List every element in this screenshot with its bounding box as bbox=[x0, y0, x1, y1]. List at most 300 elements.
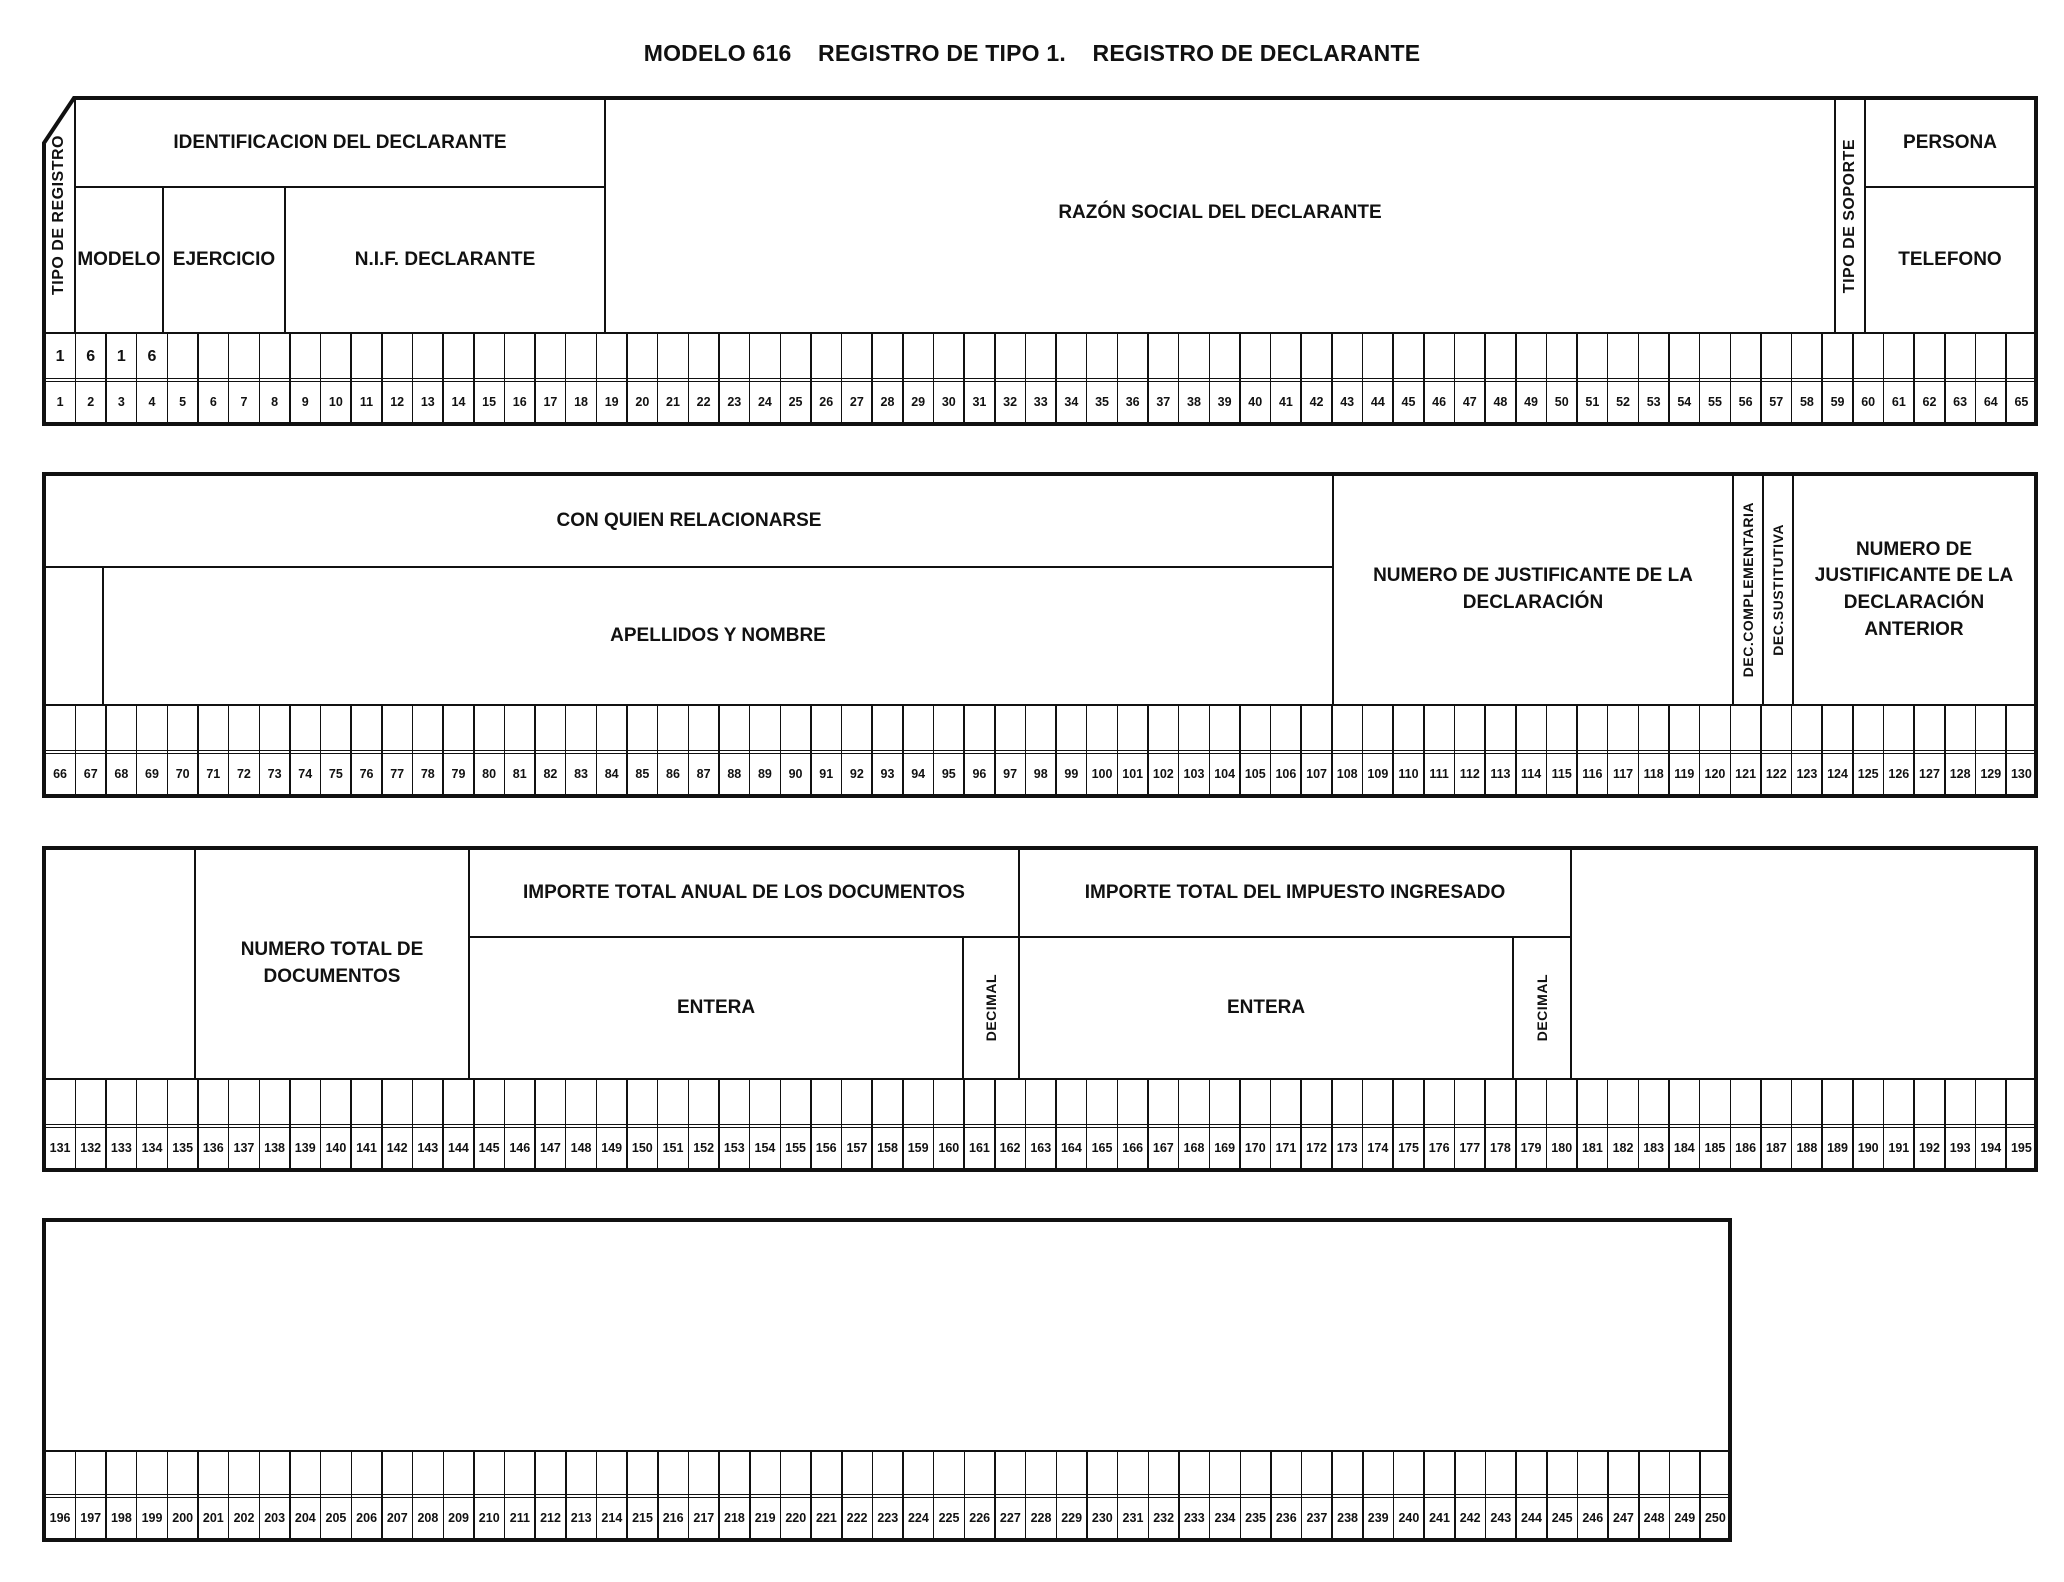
input-cell[interactable] bbox=[841, 1078, 873, 1128]
input-cell[interactable] bbox=[963, 332, 995, 382]
input-cell[interactable] bbox=[565, 704, 597, 754]
input-cell[interactable] bbox=[596, 1078, 628, 1128]
input-cell[interactable] bbox=[381, 1450, 413, 1498]
position-number: 216 bbox=[657, 1494, 689, 1542]
input-cell[interactable] bbox=[75, 1450, 107, 1498]
input-cell[interactable] bbox=[289, 1450, 321, 1498]
input-cell[interactable] bbox=[902, 332, 934, 382]
input-cell[interactable] bbox=[473, 1450, 505, 1498]
input-cell[interactable] bbox=[657, 332, 689, 382]
input-cell[interactable] bbox=[534, 1078, 566, 1128]
input-cell[interactable] bbox=[1025, 704, 1057, 754]
input-cell[interactable] bbox=[810, 1450, 842, 1498]
input-cell[interactable] bbox=[1577, 1450, 1609, 1498]
input-cell[interactable] bbox=[565, 332, 597, 382]
input-cell[interactable] bbox=[228, 704, 260, 754]
input-cell[interactable] bbox=[1668, 332, 1700, 382]
input-cell[interactable] bbox=[442, 332, 474, 382]
input-cell[interactable] bbox=[1699, 1078, 1731, 1128]
input-cell[interactable] bbox=[136, 1078, 168, 1128]
input-cell[interactable] bbox=[871, 1078, 903, 1128]
input-cell[interactable] bbox=[1730, 704, 1762, 754]
position-number: 185 bbox=[1699, 1124, 1731, 1172]
position-number: 88 bbox=[718, 750, 750, 798]
input-cell[interactable] bbox=[1240, 1450, 1272, 1498]
input-cell[interactable] bbox=[994, 1078, 1026, 1128]
position-number: 207 bbox=[381, 1494, 413, 1542]
input-cell[interactable] bbox=[412, 332, 444, 382]
input-cell[interactable] bbox=[1576, 332, 1608, 382]
input-cell[interactable] bbox=[1117, 1450, 1149, 1498]
input-cell[interactable] bbox=[1546, 1078, 1578, 1128]
input-cell[interactable] bbox=[1669, 1450, 1701, 1498]
position-number: 209 bbox=[443, 1494, 475, 1542]
input-cell[interactable] bbox=[473, 1078, 505, 1128]
input-cell[interactable] bbox=[1331, 1078, 1363, 1128]
input-cell[interactable] bbox=[626, 1450, 658, 1498]
input-cell[interactable] bbox=[933, 1078, 965, 1128]
input-cell[interactable] bbox=[1668, 704, 1700, 754]
input-cell[interactable] bbox=[1270, 332, 1302, 382]
input-cell[interactable] bbox=[1086, 704, 1118, 754]
input-cell[interactable] bbox=[933, 332, 965, 382]
input-cell[interactable] bbox=[197, 1450, 229, 1498]
input-cell[interactable] bbox=[1331, 1450, 1363, 1498]
input-cell[interactable] bbox=[443, 1450, 475, 1498]
input-cell[interactable] bbox=[1362, 332, 1394, 382]
input-cell[interactable] bbox=[197, 704, 229, 754]
input-cell[interactable] bbox=[1178, 704, 1210, 754]
input-cell[interactable] bbox=[1975, 1078, 2007, 1128]
input-cell[interactable] bbox=[44, 1450, 76, 1498]
input-cell[interactable] bbox=[381, 1078, 413, 1128]
input-cell[interactable] bbox=[1975, 332, 2007, 382]
input-cell[interactable] bbox=[1607, 1450, 1639, 1498]
input-cell[interactable] bbox=[1178, 332, 1210, 382]
position-number: 175 bbox=[1392, 1124, 1424, 1172]
input-cell[interactable] bbox=[1270, 1450, 1302, 1498]
position-number: 182 bbox=[1607, 1124, 1639, 1172]
input-cell[interactable] bbox=[75, 1078, 107, 1128]
input-cell[interactable] bbox=[1423, 1078, 1455, 1128]
position-number: 63 bbox=[1944, 378, 1976, 426]
position-number: 5 bbox=[167, 378, 199, 426]
input-cell[interactable] bbox=[994, 704, 1026, 754]
input-cell[interactable] bbox=[1975, 704, 2007, 754]
input-cell[interactable] bbox=[871, 332, 903, 382]
position-number: 28 bbox=[871, 378, 903, 426]
input-cell[interactable] bbox=[1423, 332, 1455, 382]
input-cell[interactable] bbox=[1821, 332, 1853, 382]
input-cell[interactable] bbox=[1362, 704, 1394, 754]
dec-sustitutiva-header bbox=[1762, 474, 1794, 706]
input-cell[interactable] bbox=[994, 1450, 1026, 1498]
input-cell[interactable] bbox=[351, 1450, 383, 1498]
position-number: 98 bbox=[1025, 750, 1057, 798]
input-cell[interactable] bbox=[167, 1450, 199, 1498]
position-number: 152 bbox=[688, 1124, 720, 1172]
input-cell[interactable] bbox=[810, 1078, 842, 1128]
position-number: 67 bbox=[75, 750, 107, 798]
position-number: 211 bbox=[504, 1494, 536, 1542]
input-cell[interactable] bbox=[504, 1450, 536, 1498]
input-cell[interactable] bbox=[565, 1078, 597, 1128]
input-cell[interactable] bbox=[259, 1450, 291, 1498]
input-cell[interactable] bbox=[1515, 1450, 1547, 1498]
input-cell[interactable] bbox=[841, 704, 873, 754]
input-cell[interactable] bbox=[1147, 704, 1179, 754]
input-cell[interactable] bbox=[1699, 1450, 1731, 1498]
position-number: 33 bbox=[1025, 378, 1057, 426]
input-cell[interactable] bbox=[1270, 1078, 1302, 1128]
input-cell[interactable] bbox=[1821, 1078, 1853, 1128]
input-cell[interactable] bbox=[749, 1078, 781, 1128]
input-cell[interactable] bbox=[688, 1078, 720, 1128]
input-cell[interactable] bbox=[1055, 704, 1087, 754]
input-cell[interactable] bbox=[1454, 1078, 1486, 1128]
position-number: 113 bbox=[1484, 750, 1516, 798]
input-cell[interactable] bbox=[136, 1450, 168, 1498]
input-cell[interactable] bbox=[1025, 1078, 1057, 1128]
input-cell[interactable] bbox=[1362, 1450, 1394, 1498]
razon-social-label: RAZÓN SOCIAL DEL DECLARANTE bbox=[1058, 202, 1382, 223]
input-cell[interactable] bbox=[412, 1450, 444, 1498]
input-cell[interactable] bbox=[320, 332, 352, 382]
input-cell[interactable] bbox=[1852, 1078, 1884, 1128]
input-cell[interactable] bbox=[1668, 1078, 1700, 1128]
input-cell[interactable] bbox=[626, 704, 658, 754]
input-cell[interactable] bbox=[1484, 1078, 1516, 1128]
input-cell[interactable] bbox=[1515, 1078, 1547, 1128]
position-number: 122 bbox=[1760, 750, 1792, 798]
input-cell[interactable] bbox=[1209, 1450, 1241, 1498]
input-cell[interactable] bbox=[1791, 704, 1823, 754]
input-cell[interactable] bbox=[259, 1078, 291, 1128]
input-cell[interactable] bbox=[75, 704, 107, 754]
nif-header bbox=[284, 186, 606, 334]
input-cell[interactable] bbox=[1423, 1450, 1455, 1498]
input-cell[interactable] bbox=[1546, 704, 1578, 754]
input-cell[interactable] bbox=[1239, 332, 1271, 382]
input-cell[interactable] bbox=[1607, 332, 1639, 382]
input-cell[interactable] bbox=[1730, 332, 1762, 382]
value-row bbox=[44, 332, 2036, 380]
input-cell[interactable] bbox=[44, 704, 76, 754]
input-cell[interactable] bbox=[2005, 1078, 2037, 1128]
input-cell[interactable] bbox=[565, 1450, 597, 1498]
input-cell[interactable] bbox=[1515, 332, 1547, 382]
input-cell[interactable] bbox=[749, 704, 781, 754]
input-cell[interactable] bbox=[1025, 332, 1057, 382]
input-cell[interactable] bbox=[688, 332, 720, 382]
position-number: 70 bbox=[167, 750, 199, 798]
input-cell[interactable] bbox=[1147, 332, 1179, 382]
input-cell[interactable] bbox=[872, 1450, 904, 1498]
input-cell[interactable] bbox=[473, 704, 505, 754]
input-cell[interactable] bbox=[1454, 1450, 1486, 1498]
position-number: 226 bbox=[964, 1494, 996, 1542]
input-cell[interactable]: 6 bbox=[136, 332, 168, 382]
position-number: 218 bbox=[718, 1494, 750, 1542]
input-cell[interactable] bbox=[780, 1450, 812, 1498]
position-number: 91 bbox=[810, 750, 842, 798]
input-cell[interactable]: 1 bbox=[105, 332, 137, 382]
input-cell[interactable] bbox=[1270, 704, 1302, 754]
input-cell[interactable] bbox=[289, 332, 321, 382]
input-cell[interactable] bbox=[320, 1078, 352, 1128]
input-cell[interactable] bbox=[1699, 704, 1731, 754]
input-cell[interactable] bbox=[718, 704, 750, 754]
input-cell[interactable] bbox=[1576, 1078, 1608, 1128]
input-cell[interactable] bbox=[1454, 332, 1486, 382]
input-cell[interactable] bbox=[1055, 332, 1087, 382]
input-cell[interactable] bbox=[810, 332, 842, 382]
input-cell[interactable] bbox=[136, 704, 168, 754]
input-cell[interactable] bbox=[534, 1450, 566, 1498]
position-number: 30 bbox=[933, 378, 965, 426]
input-cell[interactable] bbox=[1730, 1078, 1762, 1128]
input-cell[interactable] bbox=[1913, 332, 1945, 382]
input-cell[interactable] bbox=[1362, 1078, 1394, 1128]
input-cell[interactable] bbox=[841, 1450, 873, 1498]
input-cell[interactable] bbox=[1117, 332, 1149, 382]
input-cell[interactable] bbox=[320, 704, 352, 754]
input-cell[interactable] bbox=[963, 1078, 995, 1128]
position-number: 76 bbox=[350, 750, 382, 798]
input-cell[interactable] bbox=[504, 332, 536, 382]
value-row bbox=[44, 704, 2036, 752]
input-cell[interactable] bbox=[1638, 332, 1670, 382]
input-cell[interactable]: 6 bbox=[75, 332, 107, 382]
input-cell[interactable] bbox=[718, 1450, 750, 1498]
position-number: 121 bbox=[1730, 750, 1762, 798]
input-cell[interactable] bbox=[1300, 704, 1332, 754]
input-cell[interactable] bbox=[718, 332, 750, 382]
input-cell[interactable] bbox=[1791, 332, 1823, 382]
input-cell[interactable] bbox=[1699, 332, 1731, 382]
input-cell[interactable] bbox=[1392, 704, 1424, 754]
position-number: 208 bbox=[412, 1494, 444, 1542]
importe-impuesto-label: IMPORTE TOTAL DEL IMPUESTO INGRESADO bbox=[1084, 881, 1506, 903]
input-cell[interactable] bbox=[1331, 332, 1363, 382]
input-cell[interactable] bbox=[718, 1078, 750, 1128]
input-cell[interactable] bbox=[871, 704, 903, 754]
input-cell[interactable] bbox=[1117, 704, 1149, 754]
input-cell[interactable] bbox=[1178, 1078, 1210, 1128]
input-cell[interactable] bbox=[1791, 1078, 1823, 1128]
input-cell[interactable] bbox=[1515, 704, 1547, 754]
telefono-label: TELEFONO bbox=[1898, 248, 2002, 270]
position-number: 3 bbox=[105, 378, 137, 426]
input-cell[interactable] bbox=[596, 704, 628, 754]
input-cell[interactable] bbox=[1209, 704, 1241, 754]
input-cell[interactable] bbox=[994, 332, 1026, 382]
input-cell[interactable] bbox=[1607, 1078, 1639, 1128]
input-cell[interactable] bbox=[596, 1450, 628, 1498]
input-cell[interactable] bbox=[105, 704, 137, 754]
input-cell[interactable] bbox=[504, 704, 536, 754]
input-cell[interactable] bbox=[167, 1078, 199, 1128]
input-cell[interactable] bbox=[167, 704, 199, 754]
input-cell[interactable] bbox=[1944, 332, 1976, 382]
position-number: 36 bbox=[1117, 378, 1149, 426]
input-cell[interactable] bbox=[1300, 1078, 1332, 1128]
input-cell[interactable] bbox=[963, 704, 995, 754]
input-cell[interactable] bbox=[442, 704, 474, 754]
input-cell[interactable] bbox=[1392, 1078, 1424, 1128]
input-cell[interactable] bbox=[197, 1078, 229, 1128]
position-number: 37 bbox=[1147, 378, 1179, 426]
input-cell[interactable] bbox=[657, 704, 689, 754]
input-cell[interactable] bbox=[534, 704, 566, 754]
input-cell[interactable] bbox=[1484, 332, 1516, 382]
input-cell[interactable] bbox=[933, 704, 965, 754]
input-cell[interactable] bbox=[1423, 704, 1455, 754]
input-cell[interactable] bbox=[1485, 1450, 1517, 1498]
input-cell[interactable] bbox=[1025, 1450, 1057, 1498]
input-cell[interactable] bbox=[1086, 1078, 1118, 1128]
input-cell[interactable] bbox=[1148, 1450, 1180, 1498]
input-cell[interactable] bbox=[1484, 704, 1516, 754]
input-cell[interactable] bbox=[1913, 704, 1945, 754]
position-number: 250 bbox=[1699, 1494, 1731, 1542]
input-cell[interactable] bbox=[1944, 704, 1976, 754]
input-cell[interactable] bbox=[381, 332, 413, 382]
input-cell[interactable] bbox=[442, 1078, 474, 1128]
input-cell[interactable] bbox=[44, 1078, 76, 1128]
input-cell[interactable] bbox=[2005, 332, 2037, 382]
input-cell[interactable]: 1 bbox=[44, 332, 76, 382]
input-cell[interactable] bbox=[841, 332, 873, 382]
input-cell[interactable] bbox=[1301, 1450, 1333, 1498]
input-cell[interactable] bbox=[1300, 332, 1332, 382]
input-cell[interactable] bbox=[228, 332, 260, 382]
position-number: 2 bbox=[75, 378, 107, 426]
position-number: 46 bbox=[1423, 378, 1455, 426]
input-cell[interactable] bbox=[1178, 1450, 1210, 1498]
position-number: 143 bbox=[412, 1124, 444, 1172]
input-cell[interactable] bbox=[2005, 704, 2037, 754]
input-cell[interactable] bbox=[1760, 1078, 1792, 1128]
input-cell[interactable] bbox=[504, 1078, 536, 1128]
dec-complementaria-header bbox=[1732, 474, 1764, 706]
position-number: 137 bbox=[228, 1124, 260, 1172]
input-cell[interactable] bbox=[1086, 332, 1118, 382]
input-cell[interactable] bbox=[534, 332, 566, 382]
input-cell[interactable] bbox=[1331, 704, 1363, 754]
input-cell[interactable] bbox=[1852, 704, 1884, 754]
input-cell[interactable] bbox=[350, 1078, 382, 1128]
input-cell[interactable] bbox=[473, 332, 505, 382]
input-cell[interactable] bbox=[1086, 1450, 1118, 1498]
input-cell[interactable] bbox=[933, 1450, 965, 1498]
input-cell[interactable] bbox=[1117, 1078, 1149, 1128]
input-cell[interactable] bbox=[289, 704, 321, 754]
input-cell[interactable] bbox=[1638, 1450, 1670, 1498]
input-cell[interactable] bbox=[412, 1078, 444, 1128]
input-cell[interactable] bbox=[1883, 1078, 1915, 1128]
input-cell[interactable] bbox=[596, 332, 628, 382]
input-cell[interactable] bbox=[902, 1078, 934, 1128]
input-cell[interactable] bbox=[780, 1078, 812, 1128]
position-number: 20 bbox=[626, 378, 658, 426]
input-cell[interactable] bbox=[1821, 704, 1853, 754]
input-cell[interactable] bbox=[1147, 1078, 1179, 1128]
input-cell[interactable] bbox=[1239, 1078, 1271, 1128]
input-cell[interactable] bbox=[259, 704, 291, 754]
input-cell[interactable] bbox=[1852, 332, 1884, 382]
input-cell[interactable] bbox=[657, 1078, 689, 1128]
input-cell[interactable] bbox=[1944, 1078, 1976, 1128]
input-cell[interactable] bbox=[1883, 704, 1915, 754]
input-cell[interactable] bbox=[749, 1450, 781, 1498]
input-cell[interactable] bbox=[259, 332, 291, 382]
input-cell[interactable] bbox=[320, 1450, 352, 1498]
input-cell[interactable] bbox=[1638, 704, 1670, 754]
input-cell[interactable] bbox=[1913, 1078, 1945, 1128]
input-cell[interactable] bbox=[1055, 1078, 1087, 1128]
input-cell[interactable] bbox=[626, 332, 658, 382]
title-record: REGISTRO DE TIPO 1. bbox=[818, 40, 1066, 66]
input-cell[interactable] bbox=[780, 704, 812, 754]
input-cell[interactable] bbox=[1454, 704, 1486, 754]
input-cell[interactable] bbox=[688, 1450, 720, 1498]
input-cell[interactable] bbox=[1393, 1450, 1425, 1498]
input-cell[interactable] bbox=[780, 332, 812, 382]
position-number: 183 bbox=[1638, 1124, 1670, 1172]
input-cell[interactable] bbox=[105, 1450, 137, 1498]
position-number: 245 bbox=[1546, 1494, 1578, 1542]
input-cell[interactable] bbox=[749, 332, 781, 382]
numero-total-label: NUMERO TOTAL DE DOCUMENTOS bbox=[240, 939, 424, 987]
position-number: 134 bbox=[136, 1124, 168, 1172]
input-cell[interactable] bbox=[412, 704, 444, 754]
input-cell[interactable] bbox=[381, 704, 413, 754]
input-cell[interactable] bbox=[1239, 704, 1271, 754]
input-cell[interactable] bbox=[1638, 1078, 1670, 1128]
input-cell[interactable] bbox=[810, 704, 842, 754]
input-cell[interactable] bbox=[964, 1450, 996, 1498]
input-cell[interactable] bbox=[1209, 1078, 1241, 1128]
position-number: 100 bbox=[1086, 750, 1118, 798]
input-cell[interactable] bbox=[688, 704, 720, 754]
input-cell[interactable] bbox=[228, 1078, 260, 1128]
input-cell[interactable] bbox=[626, 1078, 658, 1128]
input-cell[interactable] bbox=[228, 1450, 260, 1498]
input-cell[interactable] bbox=[167, 332, 199, 382]
input-cell[interactable] bbox=[1392, 332, 1424, 382]
input-cell[interactable] bbox=[1760, 332, 1792, 382]
input-cell[interactable] bbox=[1760, 704, 1792, 754]
input-cell[interactable] bbox=[197, 332, 229, 382]
input-cell[interactable] bbox=[350, 704, 382, 754]
input-cell[interactable] bbox=[657, 1450, 689, 1498]
input-cell[interactable] bbox=[350, 332, 382, 382]
position-number: 189 bbox=[1821, 1124, 1853, 1172]
input-cell[interactable] bbox=[105, 1078, 137, 1128]
input-cell[interactable] bbox=[1607, 704, 1639, 754]
input-cell[interactable] bbox=[1546, 1450, 1578, 1498]
position-number: 23 bbox=[718, 378, 750, 426]
input-cell[interactable] bbox=[1576, 704, 1608, 754]
input-cell[interactable] bbox=[1056, 1450, 1088, 1498]
input-cell[interactable] bbox=[1883, 332, 1915, 382]
input-cell[interactable] bbox=[1209, 332, 1241, 382]
input-cell[interactable] bbox=[902, 1450, 934, 1498]
input-cell[interactable] bbox=[902, 704, 934, 754]
input-cell[interactable] bbox=[289, 1078, 321, 1128]
input-cell[interactable] bbox=[1546, 332, 1578, 382]
